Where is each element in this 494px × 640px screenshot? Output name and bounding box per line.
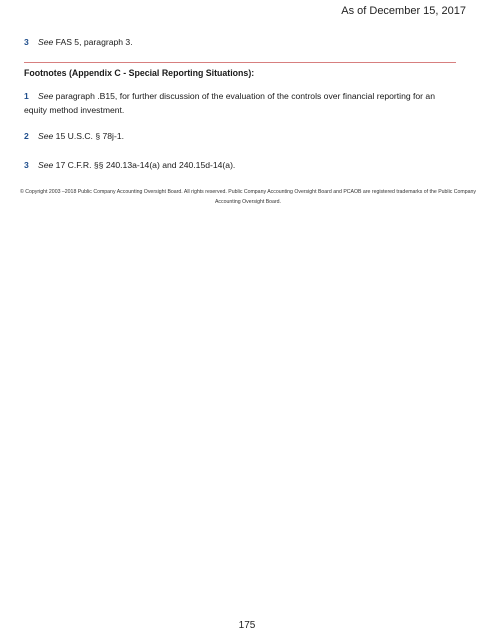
see-signal: See [38,91,54,101]
footnote-3-fas [24,35,454,49]
as-of-date: As of December 15, 2017 [341,5,466,17]
see-signal: See [38,131,54,141]
footnote-number: 3 [24,37,29,47]
footnote-text: 17 C.F.R. §§ 240.13a-14(a) and 240.15d-14(a). [53,160,236,170]
copyright-notice: © Copyright 2003 –2018 Public Company Accounting Oversight Board. All rights reserved. Public Company Accounting Oversight Board and PCAOB are registered trademarks of the Public Company Accounting Oversight Board. [20,189,476,205]
see-signal: See [38,37,54,47]
section-heading: Footnotes (Appendix C - Special Reporting Situations): [24,68,255,78]
footnote-text: 15 U.S.C. § 78j-1. [53,131,124,141]
see-signal: See [38,160,54,170]
page-number: 175 [238,620,256,631]
footnote-text: FAS 5, paragraph 3. [53,37,133,47]
footnote-number: 3 [24,160,29,170]
section-divider [24,62,456,63]
footnote-text: paragraph .B15, for further discussion of the evaluation of the controls over financial reporting for an equity method investment. [24,91,435,115]
footnote-1 [24,89,454,117]
footnote-2 [24,129,454,143]
footnote-number: 2 [24,131,29,141]
footnote-3 [24,158,454,172]
footnote-number: 1 [24,91,29,101]
